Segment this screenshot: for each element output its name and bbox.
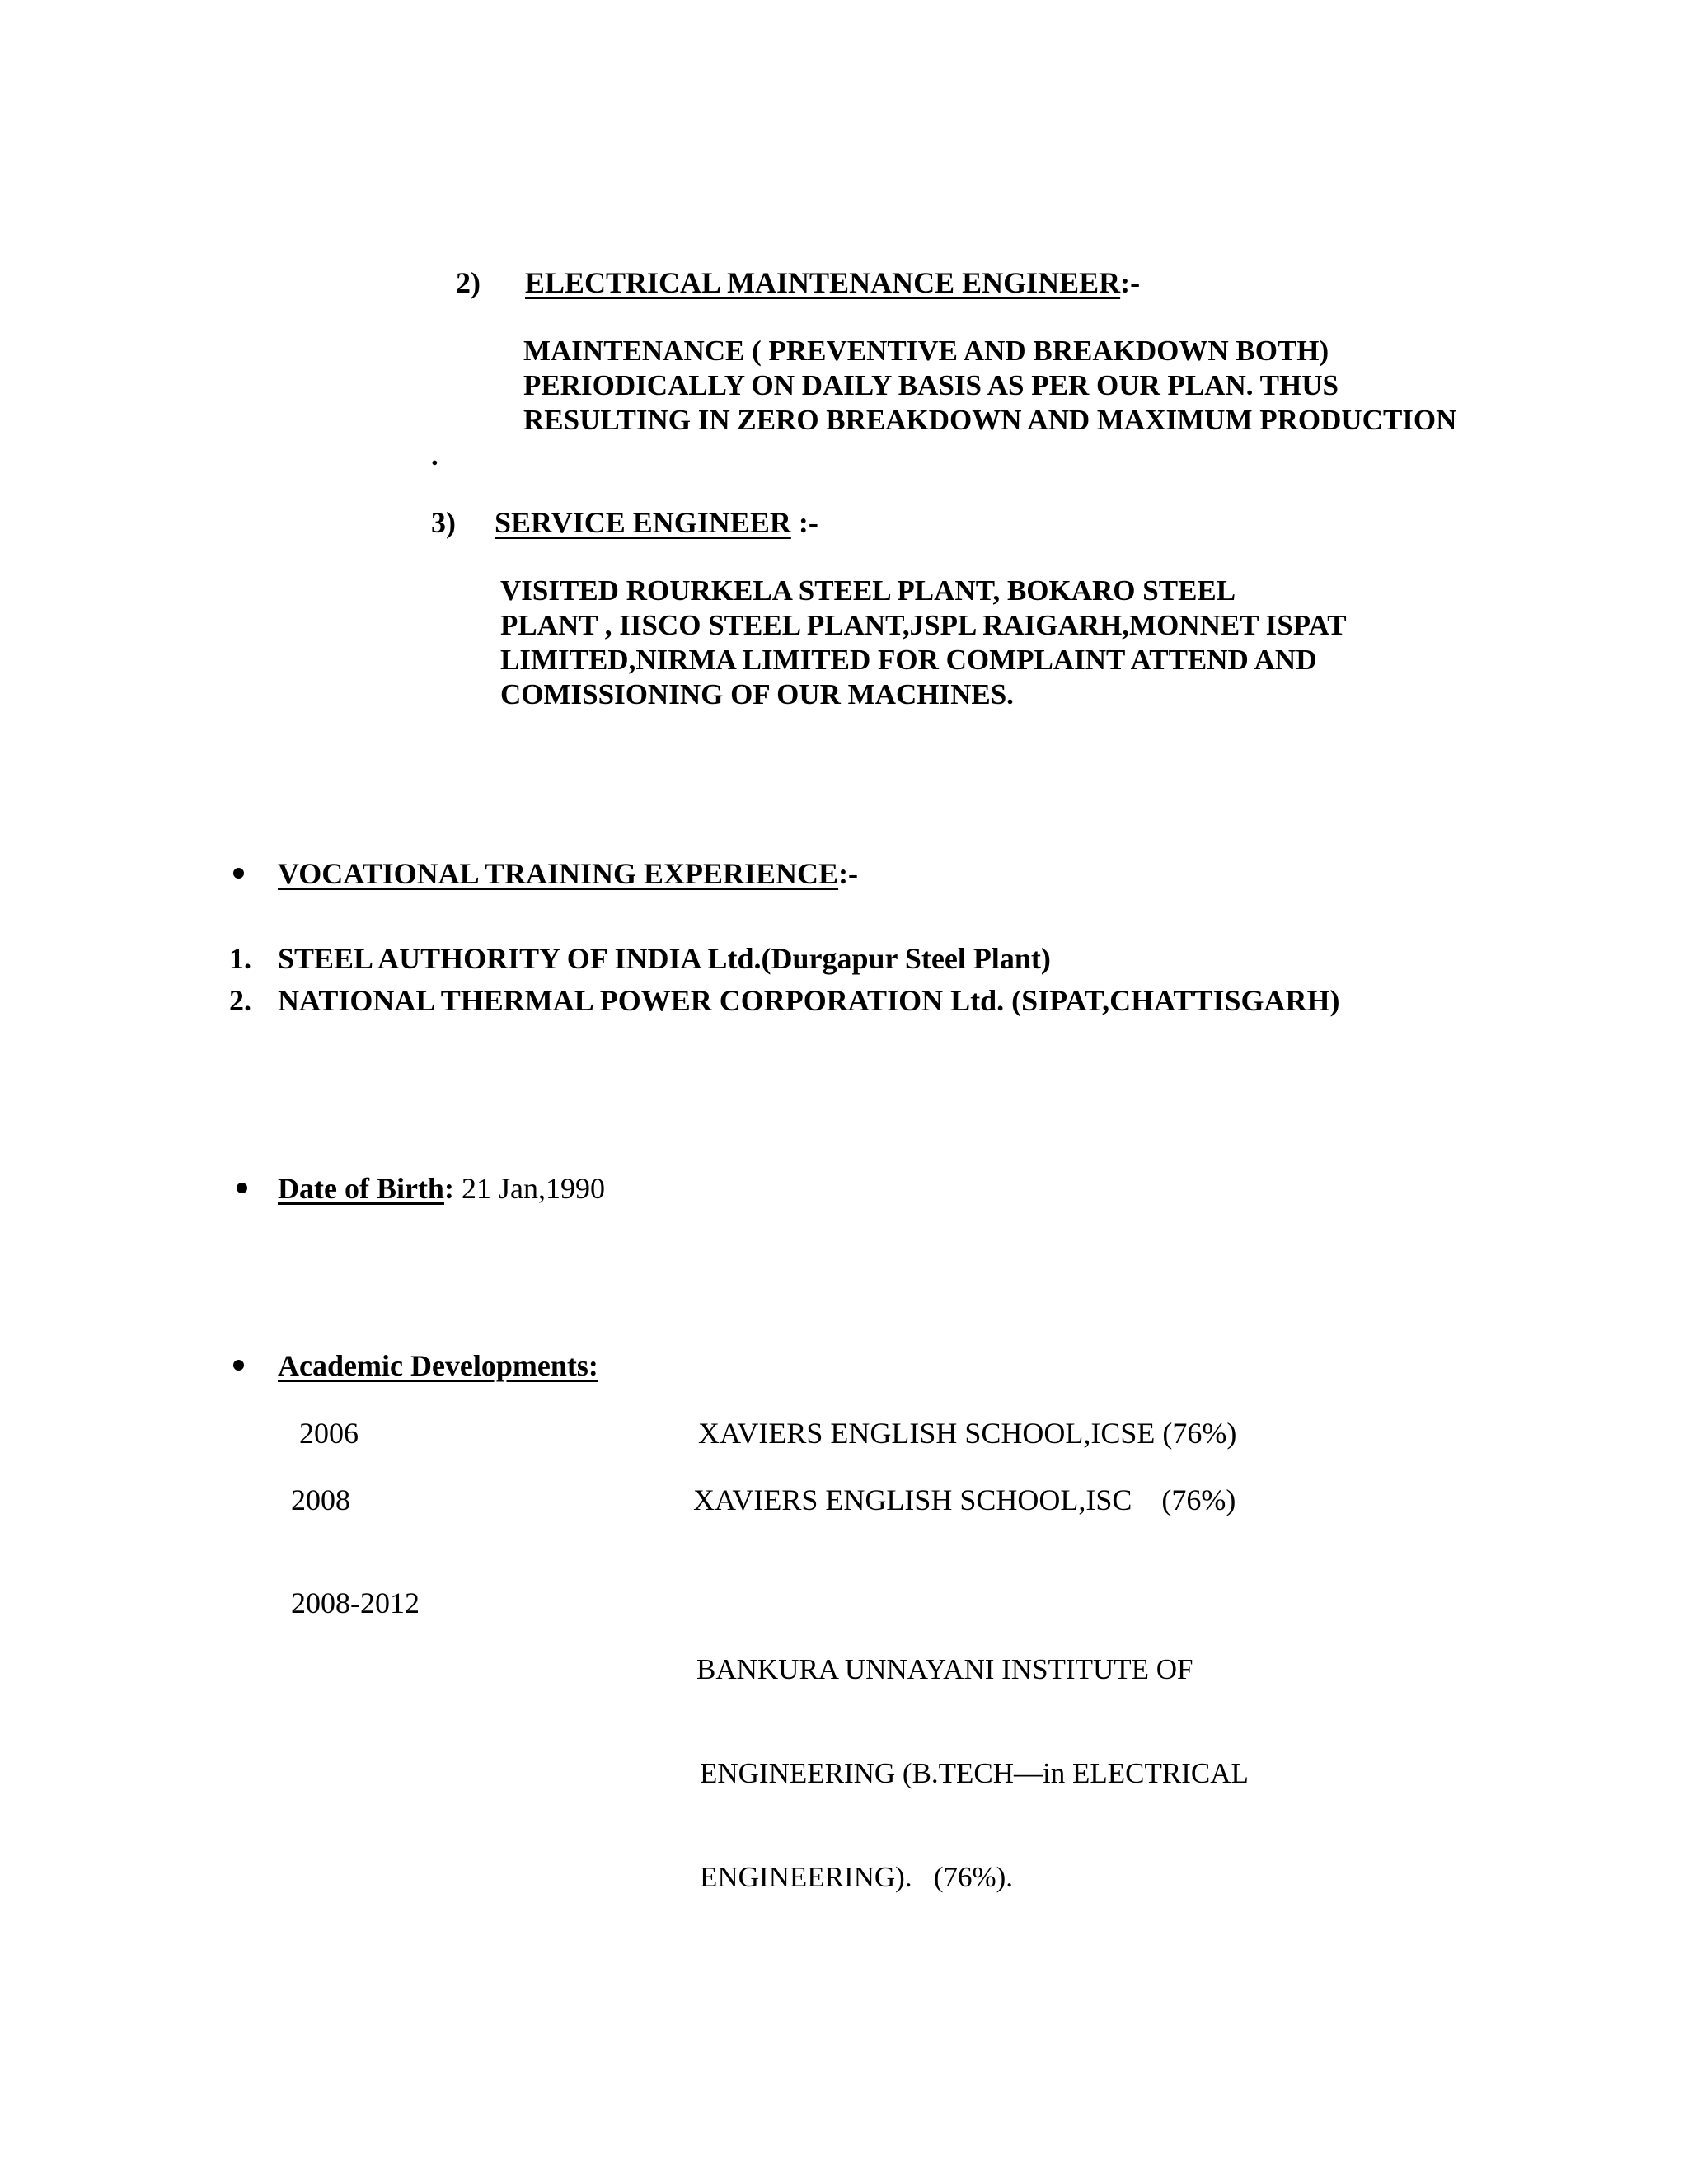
academic-heading-text: Academic Developments:: [278, 1349, 598, 1382]
academic-institution: XAVIERS ENGLISH SCHOOL,ICSE (76%): [698, 1417, 1237, 1450]
academic-year: 2008-2012: [291, 1586, 420, 1619]
dob-value: 21 Jan,1990: [453, 1172, 605, 1205]
dob-colon: :: [443, 1172, 454, 1205]
dob-row: [278, 1171, 605, 1206]
vocational-heading-suffix: :-: [838, 857, 859, 890]
academic-institution-line: ENGINEERING (B.TECH—in ELECTRICAL: [700, 1757, 1249, 1789]
vocational-heading: [278, 856, 858, 891]
vocational-item-num: 2.: [229, 984, 251, 1017]
item2-line: MAINTENANCE ( PREVENTIVE AND BREAKDOWN BOTH): [523, 335, 1329, 367]
item3-title: [495, 505, 818, 540]
academic-institution: XAVIERS ENGLISH SCHOOL,ISC (76%): [693, 1483, 1236, 1516]
item2-description: [523, 334, 1456, 438]
item3-line: VISITED ROURKELA STEEL PLANT, BOKARO STEEL: [500, 574, 1236, 607]
item2-trailing-mark: .: [431, 439, 438, 471]
item2-number: 2): [456, 266, 481, 299]
vocational-heading-text: VOCATIONAL TRAINING EXPERIENCE: [278, 857, 839, 890]
academic-year: 2006: [299, 1417, 359, 1450]
item3-title-suffix: :-: [790, 506, 818, 539]
item3-number: 3): [431, 506, 456, 539]
item2-title-text: ELECTRICAL MAINTENANCE ENGINEER: [525, 266, 1121, 299]
item3-description: [500, 574, 1347, 712]
bullet-vocational: [233, 868, 244, 879]
vocational-item-text: STEEL AUTHORITY OF INDIA Ltd.(Durgapur Steel Plant): [278, 942, 1051, 975]
item2-title: [525, 265, 1140, 300]
academic-institution: [696, 1583, 1249, 1929]
bullet-academic: [233, 1360, 244, 1371]
item3-line: LIMITED,NIRMA LIMITED FOR COMPLAINT ATTEND AND: [500, 644, 1317, 676]
academic-institution-line: BANKURA UNNAYANI INSTITUTE OF: [696, 1653, 1193, 1685]
academic-heading: [278, 1348, 598, 1383]
academic-year: 2008: [291, 1483, 350, 1516]
item3-line: COMISSIONING OF OUR MACHINES.: [500, 678, 1014, 710]
item2-title-suffix: :-: [1120, 266, 1141, 299]
vocational-item-text: NATIONAL THERMAL POWER CORPORATION Ltd. (SIPAT,CHATTISGARH): [278, 984, 1340, 1017]
item3-line: PLANT , IISCO STEEL PLANT,JSPL RAIGARH,MONNET ISPAT: [500, 609, 1347, 641]
vocational-item-num: 1.: [229, 942, 251, 975]
item2-line: RESULTING IN ZERO BREAKDOWN AND MAXIMUM PRODUCTION: [523, 404, 1457, 436]
bullet-dob: [237, 1183, 247, 1193]
academic-institution-line: ENGINEERING). (76%).: [700, 1861, 1014, 1893]
dob-label: Date of Birth: [278, 1172, 444, 1205]
item3-title-text: SERVICE ENGINEER: [495, 506, 791, 539]
item2-line: PERIODICALLY ON DAILY BASIS AS PER OUR PLAN. THUS: [523, 369, 1339, 401]
